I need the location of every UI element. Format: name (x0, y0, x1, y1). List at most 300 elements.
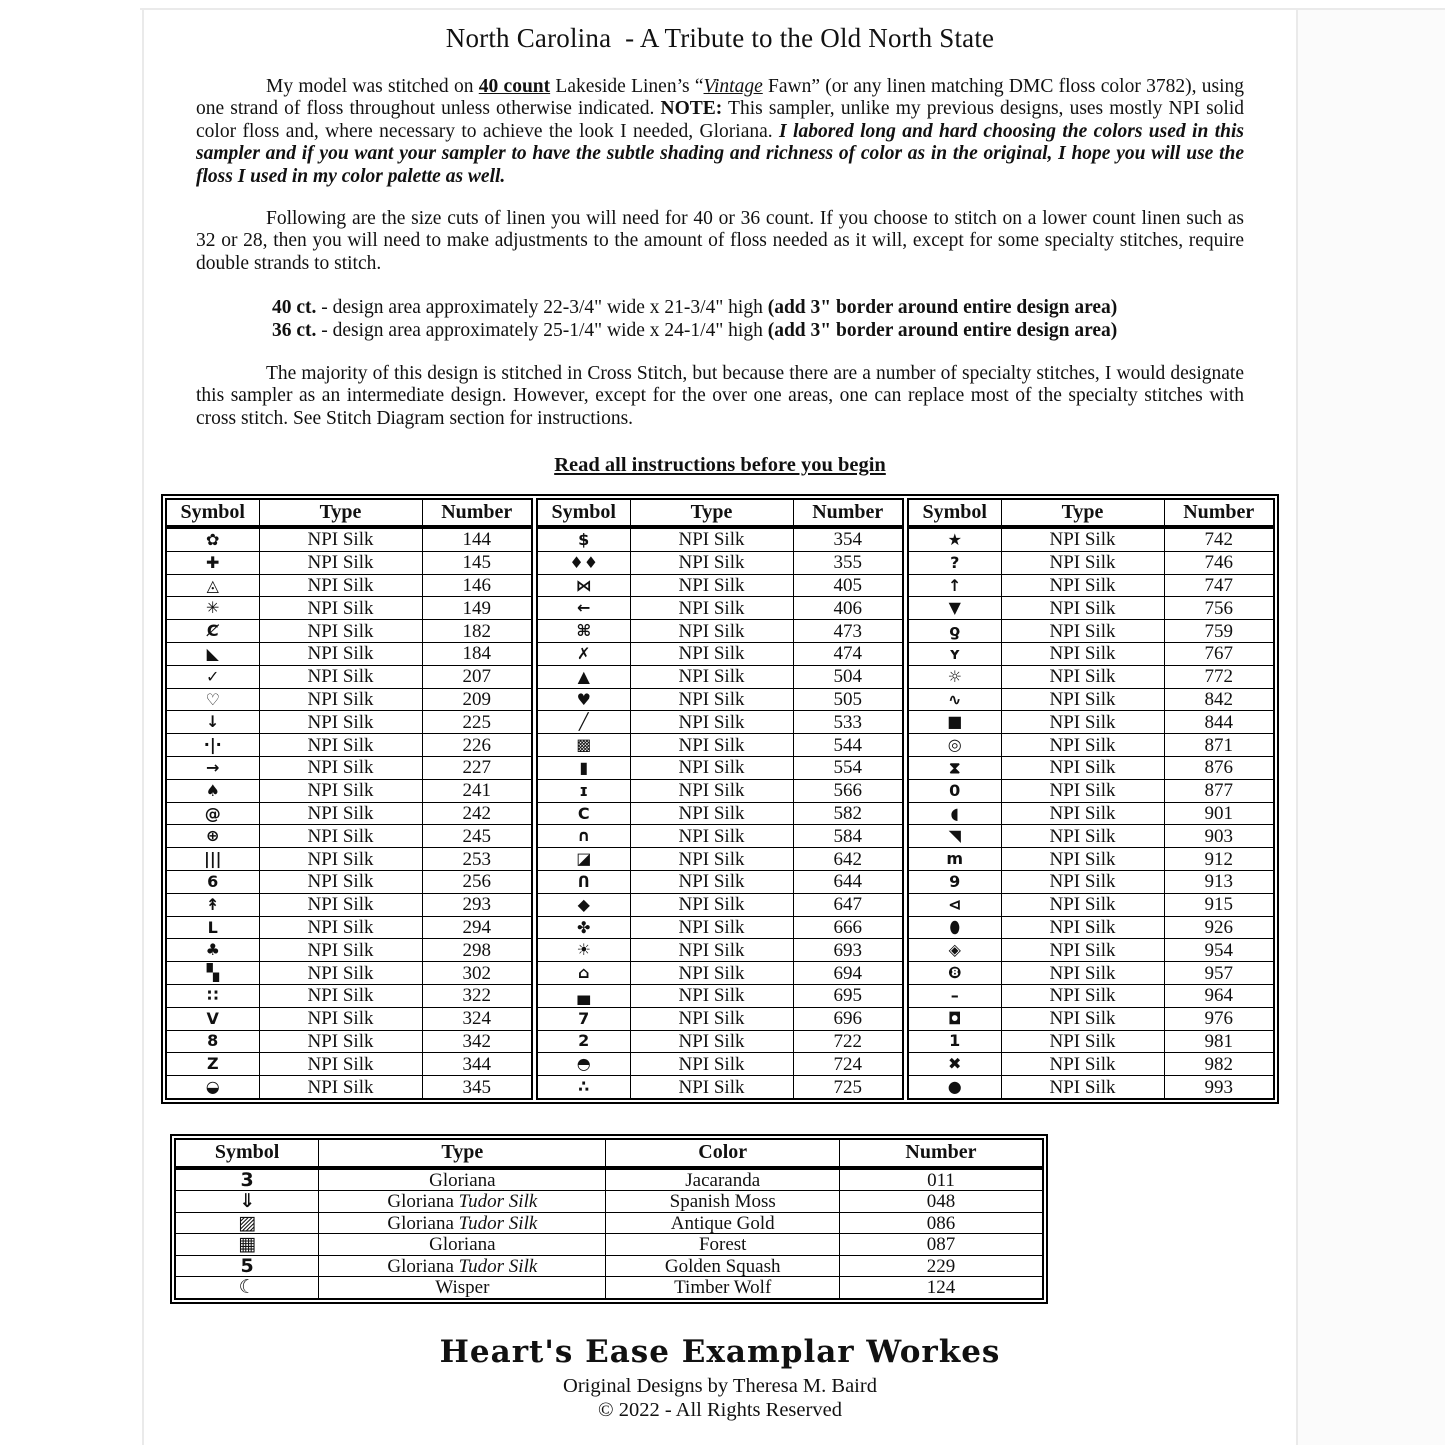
floss-row (908, 871, 1274, 894)
symbol-cell: ◆ (537, 893, 630, 916)
symbol-cell: ↟ (166, 893, 259, 916)
symbol-cell: ♦♦ (537, 551, 630, 574)
type-cell: NPI Silk (630, 597, 793, 620)
type-cell: NPI Silk (630, 527, 793, 551)
number-cell: 473 (793, 620, 903, 643)
number-cell: 544 (793, 734, 903, 757)
number-cell: 954 (1164, 939, 1274, 962)
text-segment: - design area approximately 25-1/4" wide x 24-1/4" high (316, 320, 768, 342)
type-cell: NPI Silk (1001, 825, 1164, 848)
floss-row (166, 620, 532, 643)
type-cell (319, 1234, 606, 1256)
number-cell: 322 (422, 985, 532, 1008)
floss-row (537, 688, 903, 711)
number-cell: 207 (422, 665, 532, 688)
number-cell: 086 (839, 1212, 1043, 1234)
symbol-cell: ☼ (908, 665, 1001, 688)
symbol-cell: ∩ (537, 825, 630, 848)
floss-row (166, 802, 532, 825)
type-text: Gloriana (387, 1191, 459, 1213)
symbol-cell: ◘ (908, 1007, 1001, 1030)
column-header-number: Number (839, 1139, 1043, 1168)
number-cell: 912 (1164, 848, 1274, 871)
type-cell: NPI Silk (259, 779, 422, 802)
symbol-cell: ɪ (537, 779, 630, 802)
column-header-type: Type (259, 499, 422, 527)
symbol-cell: ⊲ (908, 893, 1001, 916)
floss-row (537, 848, 903, 871)
symbol-cell: ◓ (537, 1053, 630, 1076)
symbol-cell: ▚ (166, 962, 259, 985)
floss-row (537, 939, 903, 962)
symbol-cell: Z (166, 1053, 259, 1076)
type-cell (319, 1277, 606, 1299)
text-segment: - design area approximately 22-3/4" wide x 21-3/4" high (316, 297, 768, 319)
type-cell: NPI Silk (630, 1076, 793, 1099)
floss-row (537, 962, 903, 985)
type-cell: NPI Silk (1001, 665, 1164, 688)
symbol-cell: ⌘ (537, 620, 630, 643)
text-segment: Following are the size cuts of linen you will need for 40 or 36 count. If you choose to stitch on a lower count linen such as 32 or 28, then you will need to make adjustments to the amount of floss needed as it will, except for some specialty stitches, require double strands to stitch. (196, 208, 1244, 274)
type-cell: NPI Silk (259, 574, 422, 597)
floss-row (908, 825, 1274, 848)
type-cell: NPI Silk (259, 848, 422, 871)
number-cell: 746 (1164, 551, 1274, 574)
symbol-cell: 7 (537, 1007, 630, 1030)
gloriana-row (175, 1212, 1043, 1234)
number-cell: 406 (793, 597, 903, 620)
number-cell: 354 (793, 527, 903, 551)
type-cell (319, 1191, 606, 1213)
floss-row (166, 1053, 532, 1076)
number-cell: 302 (422, 962, 532, 985)
floss-row (166, 962, 532, 985)
text-segment: NOTE: (660, 98, 723, 120)
type-cell: NPI Silk (259, 916, 422, 939)
number-cell: 694 (793, 962, 903, 985)
floss-row (537, 1076, 903, 1099)
number-cell: 145 (422, 551, 532, 574)
floss-row (537, 665, 903, 688)
number-cell: 647 (793, 893, 903, 916)
number-cell: 747 (1164, 574, 1274, 597)
type-text: Gloriana (387, 1255, 459, 1277)
type-cell: NPI Silk (630, 643, 793, 666)
header-row (908, 499, 1274, 527)
floss-row (908, 1030, 1274, 1053)
symbol-cell: ✚ (166, 551, 259, 574)
number-cell: 844 (1164, 711, 1274, 734)
number-cell: 722 (793, 1030, 903, 1053)
type-text: Wisper (435, 1277, 490, 1299)
number-cell: 901 (1164, 802, 1274, 825)
number-cell: 554 (793, 757, 903, 780)
type-cell: NPI Silk (259, 985, 422, 1008)
page-title: North Carolina - A Tribute to the Old North State (445, 23, 995, 53)
symbol-cell: ◣ (166, 643, 259, 666)
symbol-cell: ⌂ (537, 962, 630, 985)
number-cell: 144 (422, 527, 532, 551)
number-cell: 696 (793, 1007, 903, 1030)
number-cell: 964 (1164, 985, 1274, 1008)
symbol-cell: ▨ (175, 1212, 319, 1234)
page-margin-area (1298, 10, 1445, 1445)
floss-row (537, 916, 903, 939)
number-cell: 245 (422, 825, 532, 848)
type-cell: NPI Silk (259, 1030, 422, 1053)
type-cell: NPI Silk (1001, 871, 1164, 894)
floss-row (166, 825, 532, 848)
symbol-cell: ● (908, 1076, 1001, 1099)
number-cell: 011 (839, 1168, 1043, 1191)
floss-row (537, 551, 903, 574)
number-cell: 582 (793, 802, 903, 825)
number-cell: 324 (422, 1007, 532, 1030)
type-cell: NPI Silk (259, 757, 422, 780)
type-cell: NPI Silk (1001, 1030, 1164, 1053)
floss-row (166, 893, 532, 916)
number-cell: 842 (1164, 688, 1274, 711)
floss-row (908, 574, 1274, 597)
number-cell: 253 (422, 848, 532, 871)
type-cell: NPI Silk (1001, 779, 1164, 802)
floss-row (166, 551, 532, 574)
type-cell: NPI Silk (259, 620, 422, 643)
header-row (166, 499, 532, 527)
type-cell: NPI Silk (1001, 597, 1164, 620)
floss-row (166, 848, 532, 871)
number-cell: 342 (422, 1030, 532, 1053)
type-cell: NPI Silk (630, 734, 793, 757)
type-cell: NPI Silk (1001, 711, 1164, 734)
floss-row (166, 871, 532, 894)
floss-row (908, 757, 1274, 780)
floss-row (537, 711, 903, 734)
number-cell: 241 (422, 779, 532, 802)
type-cell: NPI Silk (1001, 1076, 1164, 1099)
symbol-cell: ◒ (166, 1076, 259, 1099)
number-cell: 048 (839, 1191, 1043, 1213)
floss-row (537, 893, 903, 916)
floss-row (537, 597, 903, 620)
type-cell: NPI Silk (1001, 985, 1164, 1008)
footer-copyright: © 2022 - All Rights Reserved (598, 1398, 842, 1421)
symbol-cell: ⊕ (166, 825, 259, 848)
floss-symbol-table (165, 498, 533, 1100)
number-cell: 184 (422, 643, 532, 666)
floss-row (908, 643, 1274, 666)
symbol-cell: ★ (908, 527, 1001, 551)
text-segment: 40 ct. (272, 297, 317, 319)
type-cell: NPI Silk (630, 939, 793, 962)
text-segment: 36 ct. (272, 320, 317, 342)
type-cell: NPI Silk (259, 688, 422, 711)
type-cell: NPI Silk (630, 757, 793, 780)
floss-row (166, 734, 532, 757)
symbol-cell: 2 (537, 1030, 630, 1053)
symbol-cell: ✳ (166, 597, 259, 620)
column-header-number: Number (1164, 499, 1274, 527)
type-text: Gloriana (429, 1169, 496, 1191)
column-header-type: Type (319, 1139, 606, 1168)
gloriana-row (175, 1234, 1043, 1256)
instructions-heading: Read all instructions before you begin (554, 454, 886, 477)
symbol-cell: ↑ (908, 574, 1001, 597)
symbol-cell: ☀ (537, 939, 630, 962)
type-cell: NPI Silk (630, 574, 793, 597)
number-cell: 242 (422, 802, 532, 825)
intro-paragraph-2 (196, 208, 1244, 275)
type-cell: NPI Silk (630, 825, 793, 848)
symbol-cell: ⇓ (175, 1191, 319, 1213)
color-cell: Antique Gold (606, 1212, 839, 1234)
size-spec-40ct (272, 297, 1297, 320)
type-cell (319, 1255, 606, 1277)
number-cell: 256 (422, 871, 532, 894)
type-cell: NPI Silk (259, 1076, 422, 1099)
floss-row (908, 711, 1274, 734)
floss-row (908, 620, 1274, 643)
type-cell: NPI Silk (259, 893, 422, 916)
floss-row (537, 825, 903, 848)
floss-row (908, 1076, 1274, 1099)
gloriana-row (175, 1191, 1043, 1213)
type-cell: NPI Silk (259, 551, 422, 574)
number-cell: 505 (793, 688, 903, 711)
type-cell: NPI Silk (1001, 527, 1164, 551)
column-header-color: Color (606, 1139, 839, 1168)
floss-row (166, 1030, 532, 1053)
type-cell: NPI Silk (630, 893, 793, 916)
type-cell: NPI Silk (259, 597, 422, 620)
symbol-cell: ⧗ (908, 757, 1001, 780)
floss-row (908, 551, 1274, 574)
type-cell: NPI Silk (1001, 620, 1164, 643)
text-segment: Vintage (703, 76, 763, 97)
color-cell: Golden Squash (606, 1255, 839, 1277)
symbol-cell: ▮ (537, 757, 630, 780)
floss-row (166, 916, 532, 939)
symbol-cell: ◥ (908, 825, 1001, 848)
symbol-cell: ◪ (537, 848, 630, 871)
gloriana-table (174, 1138, 1044, 1300)
text-segment: The majority of this design is stitched in Cross Stitch, but because there are a number of specialty stitches, I would designate this sampler as an intermediate design. However, except for the over one areas, one can replace most of the specialty stitches with cross stitch. See Stitch Diagram section for instructions. (196, 362, 1244, 429)
column-header-type: Type (1001, 499, 1164, 527)
symbol-cell: ƍ (908, 620, 1001, 643)
type-cell: NPI Silk (259, 802, 422, 825)
symbol-cell: ∴ (537, 1076, 630, 1099)
type-text-italic: Tudor Silk (458, 1212, 538, 1234)
type-cell: NPI Silk (259, 665, 422, 688)
number-cell: 693 (793, 939, 903, 962)
symbol-cell: ╱ (537, 711, 630, 734)
type-cell: NPI Silk (1001, 757, 1164, 780)
number-cell: 405 (793, 574, 903, 597)
number-cell: 756 (1164, 597, 1274, 620)
number-cell: 566 (793, 779, 903, 802)
floss-row (166, 757, 532, 780)
symbol-cell: ← (537, 597, 630, 620)
floss-row (908, 527, 1274, 551)
symbol-cell: m (908, 848, 1001, 871)
number-cell: 724 (793, 1053, 903, 1076)
symbol-cell: ·|· (166, 734, 259, 757)
column-header-number: Number (793, 499, 903, 527)
symbol-cell: ❽ (908, 962, 1001, 985)
floss-symbol-table-group (161, 494, 1279, 1104)
type-cell: NPI Silk (259, 643, 422, 666)
symbol-cell: 5 (175, 1255, 319, 1277)
number-cell: 876 (1164, 757, 1274, 780)
type-cell: NPI Silk (1001, 916, 1164, 939)
intro-paragraph-1 (196, 76, 1244, 188)
symbol-cell: ♣ (166, 939, 259, 962)
floss-row (908, 893, 1274, 916)
floss-row (537, 779, 903, 802)
type-cell: NPI Silk (1001, 734, 1164, 757)
symbol-cell: ||| (166, 848, 259, 871)
floss-row (537, 1030, 903, 1053)
symbol-cell: Ȼ (166, 620, 259, 643)
type-cell: NPI Silk (1001, 962, 1164, 985)
floss-row (537, 620, 903, 643)
text-segment: My model was stitched on (266, 76, 479, 97)
number-cell: 293 (422, 893, 532, 916)
type-cell: NPI Silk (630, 551, 793, 574)
symbol-cell: ✗ (537, 643, 630, 666)
text-segment: Fawn” (or any linen matching DMC floss color 3782), using one strand of floss throughout unless otherwise indicated. (196, 76, 1245, 120)
type-cell: NPI Silk (1001, 551, 1164, 574)
type-cell: NPI Silk (259, 1053, 422, 1076)
number-cell: 993 (1164, 1076, 1274, 1099)
type-cell: NPI Silk (630, 916, 793, 939)
number-cell: 146 (422, 574, 532, 597)
type-cell: NPI Silk (1001, 643, 1164, 666)
footer-byline: Original Designs by Theresa M. Baird (563, 1374, 877, 1397)
type-cell: NPI Silk (630, 871, 793, 894)
symbol-cell: ✤ (537, 916, 630, 939)
number-cell: 982 (1164, 1053, 1274, 1076)
floss-row (908, 985, 1274, 1008)
color-cell: Forest (606, 1234, 839, 1256)
type-cell: NPI Silk (1001, 939, 1164, 962)
symbol-cell: – (908, 985, 1001, 1008)
column-header-symbol: Symbol (175, 1139, 319, 1168)
gloriana-row (175, 1168, 1043, 1191)
type-cell: NPI Silk (1001, 893, 1164, 916)
symbol-cell: ♠ (166, 779, 259, 802)
type-cell: NPI Silk (259, 734, 422, 757)
symbol-cell: ↓ (166, 711, 259, 734)
header-row (175, 1139, 1043, 1168)
floss-row (908, 1053, 1274, 1076)
number-cell: 759 (1164, 620, 1274, 643)
number-cell: 915 (1164, 893, 1274, 916)
symbol-cell: ■ (908, 711, 1001, 734)
symbol-cell: ♥ (537, 688, 630, 711)
floss-row (166, 665, 532, 688)
symbol-cell: ▄ (537, 985, 630, 1008)
color-cell: Jacaranda (606, 1168, 839, 1191)
symbol-cell: ∷ (166, 985, 259, 1008)
floss-row (908, 779, 1274, 802)
symbol-cell: ⬮ (908, 916, 1001, 939)
symbol-cell: ? (908, 551, 1001, 574)
page-content (143, 9, 1297, 1422)
color-cell: Spanish Moss (606, 1191, 839, 1213)
number-cell: 913 (1164, 871, 1274, 894)
number-cell: 149 (422, 597, 532, 620)
symbol-cell: C (537, 802, 630, 825)
gloriana-row (175, 1255, 1043, 1277)
number-cell: 124 (839, 1277, 1043, 1299)
floss-row (166, 1076, 532, 1099)
floss-row (166, 985, 532, 1008)
floss-symbol-table (536, 498, 904, 1100)
column-header-symbol: Symbol (908, 499, 1001, 527)
column-header-number: Number (422, 499, 532, 527)
text-segment: I labored long and hard choosing the colors used in this sampler and if you want your sampler to have the subtle shading and richness of color as in the original, I hope you will use the floss I used in my color palette as well. (196, 120, 1244, 187)
floss-row (908, 734, 1274, 757)
floss-row (908, 688, 1274, 711)
number-cell: 695 (793, 985, 903, 1008)
symbol-cell: ☾ (175, 1277, 319, 1299)
text-segment: Lakeside Linen’s “ (550, 76, 704, 97)
size-spec-36ct (272, 320, 1297, 343)
type-cell: NPI Silk (1001, 1053, 1164, 1076)
type-cell: NPI Silk (259, 939, 422, 962)
number-cell: 767 (1164, 643, 1274, 666)
number-cell: 903 (1164, 825, 1274, 848)
size-specs (272, 297, 1297, 343)
column-header-symbol: Symbol (166, 499, 259, 527)
floss-row (537, 1053, 903, 1076)
floss-row (537, 802, 903, 825)
number-cell: 644 (793, 871, 903, 894)
symbol-cell: 8 (166, 1030, 259, 1053)
footer (143, 1334, 1297, 1422)
text-segment: This sampler, unlike my previous designs, uses mostly NPI solid color floss and, where necessary to achieve the look I needed, Gloriana. (196, 98, 1244, 142)
symbol-cell: V (166, 1007, 259, 1030)
floss-row (908, 848, 1274, 871)
type-cell: NPI Silk (630, 711, 793, 734)
type-cell: NPI Silk (630, 1053, 793, 1076)
symbol-cell: L (166, 916, 259, 939)
type-cell: NPI Silk (259, 962, 422, 985)
type-cell: NPI Silk (259, 871, 422, 894)
number-cell: 355 (793, 551, 903, 574)
number-cell: 227 (422, 757, 532, 780)
symbol-cell: ◎ (908, 734, 1001, 757)
color-cell: Timber Wolf (606, 1277, 839, 1299)
number-cell: 976 (1164, 1007, 1274, 1030)
type-cell: NPI Silk (1001, 802, 1164, 825)
floss-row (166, 688, 532, 711)
floss-row (908, 916, 1274, 939)
symbol-cell: ◈ (908, 939, 1001, 962)
floss-row (908, 802, 1274, 825)
number-cell: 725 (793, 1076, 903, 1099)
floss-row (166, 711, 532, 734)
floss-row (537, 1007, 903, 1030)
number-cell: 504 (793, 665, 903, 688)
floss-row (537, 734, 903, 757)
footer-studio-name: Heart's Ease Examplar Workes (439, 1333, 1001, 1370)
symbol-cell: 6 (166, 871, 259, 894)
floss-row (908, 962, 1274, 985)
type-cell: NPI Silk (630, 1030, 793, 1053)
symbol-cell: 9 (908, 871, 1001, 894)
